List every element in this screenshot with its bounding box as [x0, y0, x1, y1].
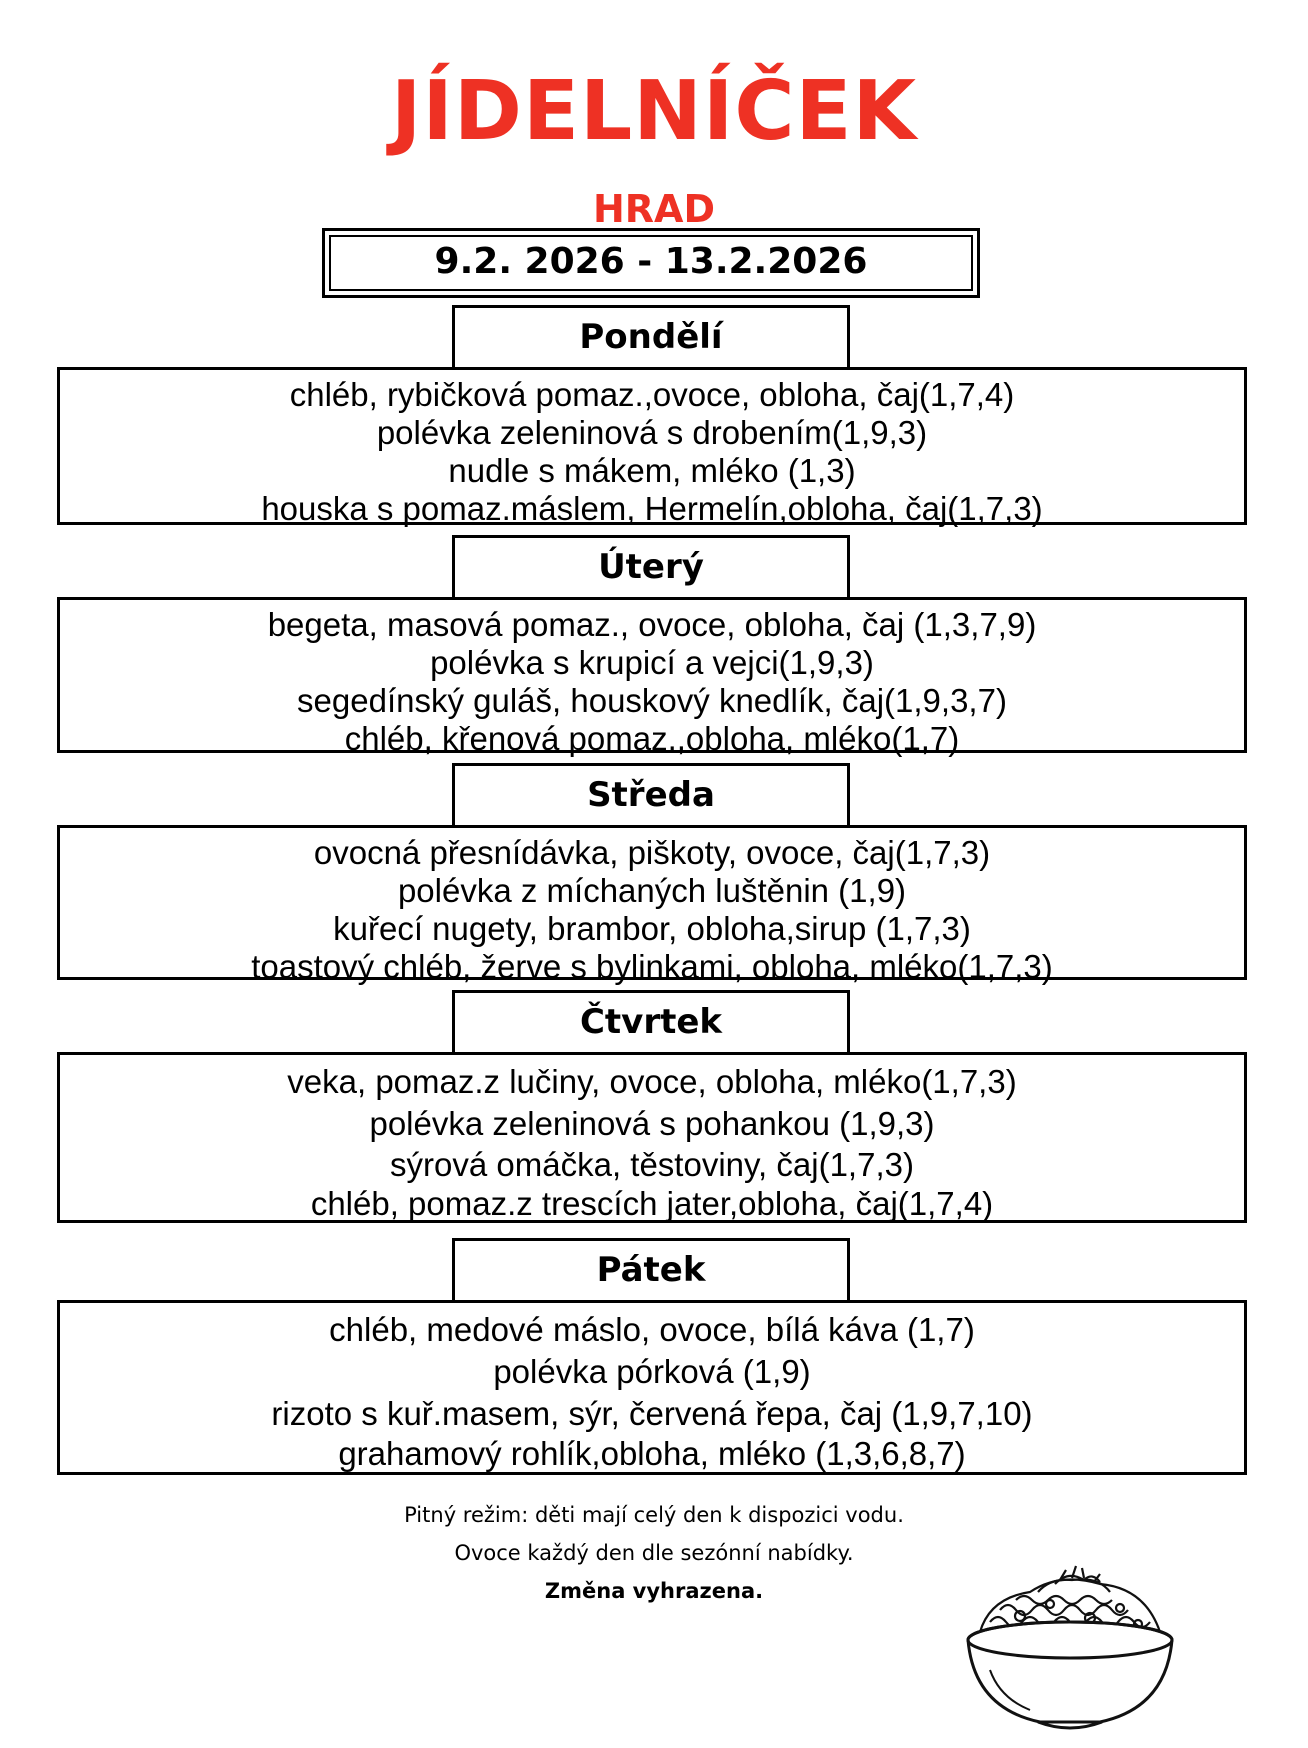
meal-breakfast: veka, pomaz.z lučiny, ovoce, obloha, mléko(1,7,3): [287, 1063, 1017, 1100]
meal-snack: chléb, pomaz.z trescích jater,obloha, čaj(1,7,4): [310, 1185, 994, 1222]
meal-breakfast: begeta, masová pomaz., ovoce, obloha, čaj (1,3,7,9): [267, 606, 1037, 643]
note-change: Změna vyhrazena.: [544, 1579, 764, 1603]
meal-breakfast: chléb, rybičková pomaz.,ovoce, obloha, čaj(1,7,4): [289, 376, 1015, 413]
date-range: 9.2. 2026 - 13.2.2026: [329, 235, 973, 291]
meal-snack: grahamový rohlík,obloha, mléko (1,3,6,8,7): [338, 1435, 966, 1472]
day-menu-monday: [57, 367, 1247, 525]
meal-snack: toastový chléb, žerve s bylinkami, obloha, mléko(1,7,3): [251, 948, 1053, 985]
day-menu-wednesday: [57, 825, 1247, 985]
day-menu-friday: [57, 1300, 1247, 1475]
day-header-monday: Pondělí: [452, 305, 850, 367]
meal-soup: polévka zeleninová s pohankou (1,9,3): [369, 1105, 935, 1142]
meal-lunch: segedínský guláš, houskový knedlík, čaj(1,9,3,7): [297, 682, 1007, 719]
meal-lunch: nudle s mákem, mléko (1,3): [448, 452, 856, 489]
meal-breakfast: chléb, medové máslo, ovoce, bílá káva (1,7): [329, 1311, 975, 1348]
day-header-thursday: Čtvrtek: [452, 990, 850, 1052]
meal-lunch: sýrová omáčka, těstoviny, čaj(1,7,3): [390, 1146, 914, 1183]
day-header-tuesday: Úterý: [452, 535, 850, 597]
meal-soup: polévka zeleninová s drobením(1,9,3): [376, 414, 928, 451]
meal-soup: polévka pórková (1,9): [493, 1353, 811, 1390]
noodle-bowl-icon: [960, 1558, 1180, 1738]
day-header-wednesday: Středa: [452, 763, 850, 825]
meal-snack: houska s pomaz.máslem, Hermelín,obloha, čaj(1,7,3): [261, 490, 1043, 527]
meal-soup: polévka z míchaných luštěnin (1,9): [397, 872, 907, 909]
day-menu-tuesday: [57, 597, 1247, 757]
day-header-friday: Pátek: [452, 1238, 850, 1300]
meal-lunch: kuřecí nugety, brambor, obloha,sirup (1,7,3): [333, 910, 971, 947]
day-menu-thursday: [57, 1052, 1247, 1223]
page-subtitle: HRAD: [592, 187, 715, 231]
date-range-box: [322, 228, 980, 298]
meal-soup: polévka s krupicí a vejci(1,9,3): [430, 644, 874, 681]
page-title: JÍDELNÍČEK: [390, 64, 918, 159]
note-drinking: Pitný režim: děti mají celý den k dispozici vodu.: [404, 1503, 904, 1527]
meal-lunch: rizoto s kuř.masem, sýr, červená řepa, čaj (1,9,7,10): [271, 1395, 1033, 1432]
meal-breakfast: ovocná přesnídávka, piškoty, ovoce, čaj(1,7,3): [313, 834, 991, 871]
note-fruit: Ovoce každý den dle sezónní nabídky.: [454, 1541, 854, 1565]
meal-snack: chléb, křenová pomaz.,obloha, mléko(1,7): [344, 720, 960, 757]
